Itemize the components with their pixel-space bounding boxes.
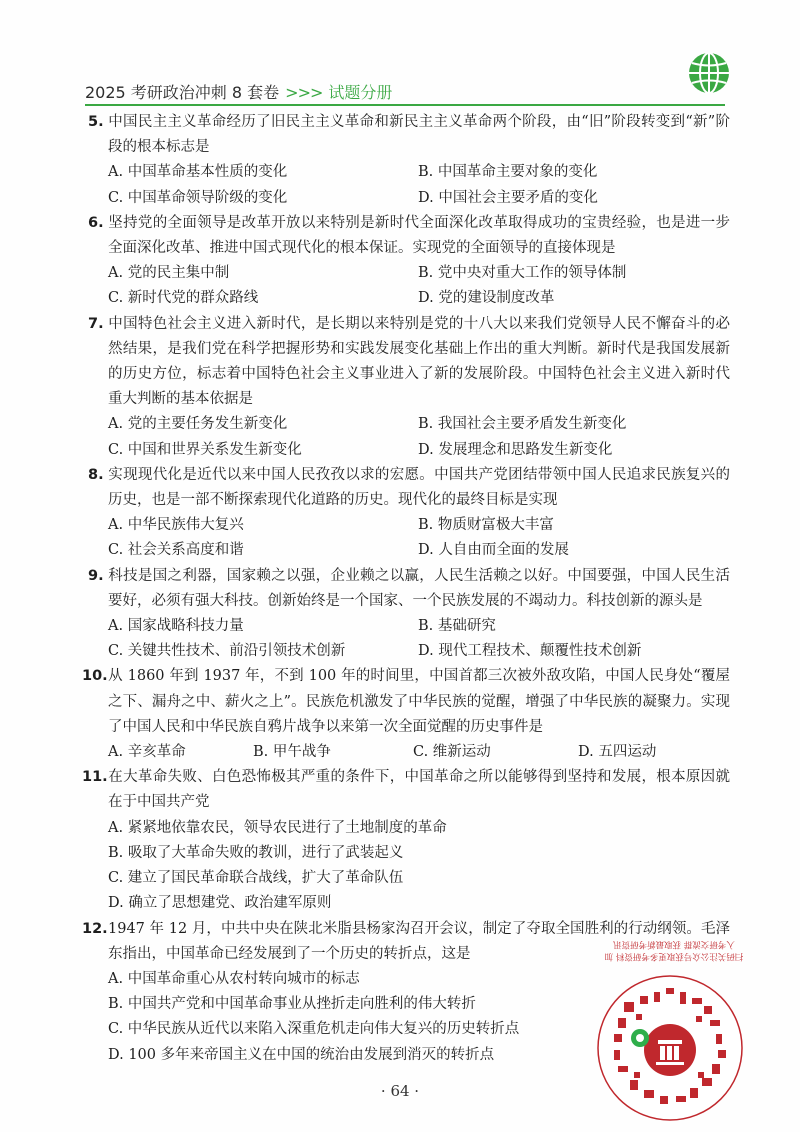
question-number: 8. bbox=[88, 466, 104, 483]
qr-code-icon bbox=[596, 974, 744, 1122]
option-d: D. 发展理念和思路发生新变化 bbox=[418, 441, 613, 458]
question-number: 12. bbox=[82, 920, 108, 937]
options bbox=[108, 816, 730, 917]
option-d: D. 五四运动 bbox=[578, 744, 657, 761]
header-text bbox=[85, 80, 392, 103]
header-rule bbox=[85, 104, 725, 106]
option-a: A. 紧紧地依靠农民，领导农民进行了土地制度的革命 bbox=[108, 819, 447, 836]
option-c: C. 中国革命领导阶级的变化 bbox=[108, 189, 288, 206]
qr-code-block bbox=[596, 938, 746, 1108]
option-a: A. 中国革命重心从农村转向城市的标志 bbox=[108, 970, 360, 987]
options bbox=[108, 160, 730, 210]
option-d: D. 100 多年来帝国主义在中国的统治由发展到消灭的转折点 bbox=[108, 1046, 495, 1063]
question-stem bbox=[88, 312, 730, 413]
question-7 bbox=[88, 312, 730, 463]
question-stem bbox=[88, 110, 730, 160]
option-b: B. 甲午战争 bbox=[253, 744, 331, 761]
qr-caption: 扫码关注公众号获取更多考研资料 加入考研交流群 获取最新考研资讯 bbox=[604, 939, 744, 961]
option-c: C. 社会关系高度和谐 bbox=[108, 542, 244, 559]
running-header bbox=[85, 74, 725, 104]
question-text: 在大革命失败、白色恐怖极其严重的条件下，中国革命之所以能够得到坚持和发展，根本原因就在于中国共产党 bbox=[108, 769, 730, 811]
option-c: C. 关键共性技术、前沿引领技术创新 bbox=[108, 643, 346, 660]
option-a: A. 党的主要任务发生新变化 bbox=[108, 416, 288, 433]
options bbox=[108, 614, 730, 664]
question-text: 中国民主主义革命经历了旧民主主义革命和新民主主义革命两个阶段，由“旧”阶段转变到“新”阶段的根本标志是 bbox=[108, 114, 730, 156]
question-11 bbox=[82, 765, 730, 916]
question-9 bbox=[88, 564, 730, 665]
option-a: A. 党的民主集中制 bbox=[108, 265, 230, 282]
option-d: D. 党的建设制度改革 bbox=[418, 290, 555, 307]
question-text: 从 1860 年到 1937 年，不到 100 年的时间里，中国首都三次被外敌攻陷，中国人民身处“覆屋之下、漏舟之中、薪火之上”。民族危机激发了中华民族的觉醒，增强了中华民族的凝聚力。实现了中国人民和中华民族自鸦片战争以来第一次全面觉醒的历史事件是 bbox=[108, 668, 730, 735]
question-6 bbox=[88, 211, 730, 312]
question-number: 7. bbox=[88, 315, 104, 332]
question-text: 坚持党的全面领导是改革开放以来特别是新时代全面深化改革取得成功的宝贵经验，也是进一步全面深化改革、推进中国式现代化的根本保证。实现党的全面领导的直接体现是 bbox=[108, 214, 730, 257]
question-number: 6. bbox=[88, 214, 104, 231]
option-b: B. 基础研究 bbox=[418, 618, 496, 635]
option-b: B. 中国共产党和中国革命事业从挫折走向胜利的伟大转折 bbox=[108, 996, 476, 1013]
question-text: 中国特色社会主义进入新时代，是长期以来特别是党的十八大以来我们党领导人民不懈奋斗的必然结果，是我们党在科学把握形势和实践发展变化基础上作出的重大判断。新时代是我国发展新的历史方位，标志着中国特色社会主义事业进入了新的发展阶段。中国特色社会主义进入新时代重大判断的基本依据是 bbox=[108, 315, 730, 408]
question-stem bbox=[88, 463, 730, 513]
question-text: 科技是国之利器，国家赖之以强，企业赖之以赢，人民生活赖之以好。中国要强，中国人民生活要好，必须有强大科技。创新始终是一个国家、一个民族发展的不竭动力。科技创新的源头是 bbox=[108, 567, 730, 609]
question-8 bbox=[88, 463, 730, 564]
question-stem bbox=[88, 564, 730, 614]
globe-logo-icon bbox=[686, 50, 732, 96]
option-a: A. 辛亥革命 bbox=[108, 744, 186, 761]
option-c: C. 中华民族从近代以来陷入深重危机走向伟大复兴的历史转折点 bbox=[108, 1021, 520, 1038]
option-a: A. 中国革命基本性质的变化 bbox=[108, 164, 288, 181]
question-stem bbox=[88, 211, 730, 261]
question-5 bbox=[88, 110, 730, 211]
option-b: B. 吸取了大革命失败的教训，进行了武装起义 bbox=[108, 844, 404, 861]
question-text: 实现现代化是近代以来中国人民孜孜以求的宏愿。中国共产党团结带领中国人民追求民族复兴的历史，也是一部不断探索现代化道路的历史。现代化的最终目标是实现 bbox=[108, 466, 730, 509]
option-b: B. 中国革命主要对象的变化 bbox=[418, 164, 598, 181]
question-10 bbox=[82, 664, 730, 765]
option-c: C. 建立了国民革命联合战线，扩大了革命队伍 bbox=[108, 870, 404, 887]
question-number: 10. bbox=[82, 668, 108, 685]
options bbox=[108, 261, 730, 311]
option-d: D. 确立了思想建党、政治建军原则 bbox=[108, 895, 332, 912]
arrows-separator: >>> bbox=[285, 83, 323, 102]
book-title: 2025 考研政治冲刺 8 套卷 bbox=[85, 83, 280, 102]
question-list bbox=[82, 110, 730, 1068]
option-a: A. 国家战略科技力量 bbox=[108, 618, 244, 635]
options bbox=[108, 412, 730, 462]
question-text: 1947 年 12 月，中共中央在陕北米脂县杨家沟召开会议，制定了夺取全国胜利的行动纲领。毛泽东指出，中国革命已经发展到了一个历史的转折点，这是 bbox=[108, 920, 730, 962]
option-a: A. 中华民族伟大复兴 bbox=[108, 517, 244, 534]
option-b: B. 我国社会主要矛盾发生新变化 bbox=[418, 416, 627, 433]
question-stem bbox=[82, 765, 730, 815]
option-c: C. 中国和世界关系发生新变化 bbox=[108, 441, 302, 458]
question-stem bbox=[82, 664, 730, 740]
page-number: · 64 · bbox=[380, 1082, 420, 1100]
question-number: 11. bbox=[82, 769, 108, 786]
section-title: 试题分册 bbox=[328, 83, 393, 102]
option-b: B. 党中央对重大工作的领导体制 bbox=[418, 265, 627, 282]
question-number: 9. bbox=[88, 567, 104, 584]
question-number: 5. bbox=[88, 114, 104, 130]
options bbox=[108, 740, 730, 765]
option-d: D. 中国社会主要矛盾的变化 bbox=[418, 189, 598, 206]
option-b: B. 物质财富极大丰富 bbox=[418, 517, 554, 534]
option-d: D. 人自由而全面的发展 bbox=[418, 542, 569, 559]
options bbox=[108, 513, 730, 563]
option-d: D. 现代工程技术、颠覆性技术创新 bbox=[418, 643, 642, 660]
option-c: C. 新时代党的群众路线 bbox=[108, 290, 259, 307]
option-c: C. 维新运动 bbox=[413, 744, 491, 761]
